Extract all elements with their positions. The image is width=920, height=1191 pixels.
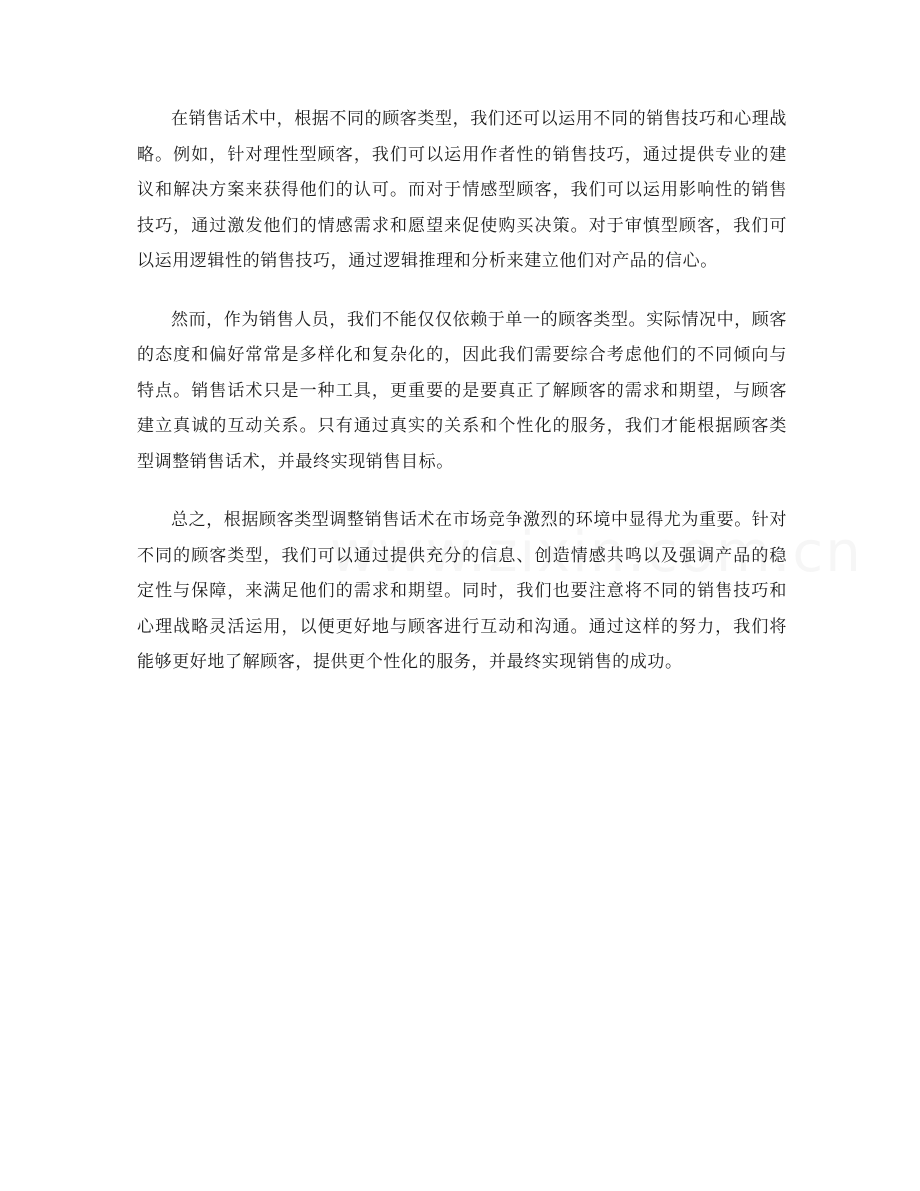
paragraph-1: 在销售话术中，根据不同的顾客类型，我们还可以运用不同的销售技巧和心理战略。例如，针对理性型顾客，我们可以运用作者性的销售技巧，通过提供专业的建议和解决方案来获得他们的认可。而对于情感型顾客，我们可以运用影响性的销售技巧，通过激发他们的情感需求和愿望来促使购买决策。对于审慎型顾客，我们可以运用逻辑性的销售技巧，通过逻辑推理和分析来建立他们对产品的信心。 <box>137 109 787 271</box>
document-body <box>137 102 787 704</box>
paragraph-3: 总之，根据顾客类型调整销售话术在市场竞争激烈的环境中显得尤为重要。针对不同的顾客类型，我们可以通过提供充分的信息、创造情感共鸣以及强调产品的稳定性与保障，来满足他们的需求和期望。同时，我们也要注意将不同的销售技巧和心理战略灵活运用，以便更好地与顾客进行互动和沟通。通过这样的努力，我们将能够更好地了解顾客，提供更个性化的服务，并最终实现销售的成功。 <box>137 510 787 672</box>
paragraph-2: 然而，作为销售人员，我们不能仅仅依赖于单一的顾客类型。实际情况中，顾客的态度和偏好常常是多样化和复杂化的，因此我们需要综合考虑他们的不同倾向与特点。销售话术只是一种工具，更重要的是要真正了解顾客的需求和期望，与顾客建立真诚的互动关系。只有通过真实的关系和个性化的服务，我们才能根据顾客类型调整销售话术，并最终实现销售目标。 <box>137 309 787 472</box>
